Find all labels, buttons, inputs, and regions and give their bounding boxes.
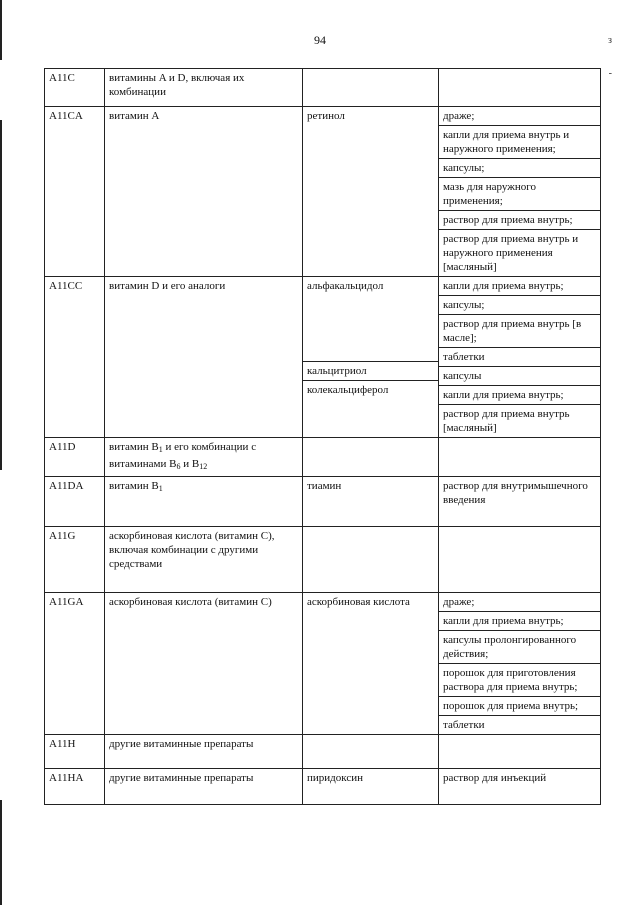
atc-code: A11G: [45, 527, 105, 593]
table-row: [45, 277, 601, 438]
dosage-form: раствор для приема внутрь и наружного применения [масляный]: [443, 233, 579, 273]
table-row: [45, 107, 601, 277]
dosage-form: капли для приема внутрь;: [439, 386, 600, 405]
drug-name: колекальциферол: [307, 384, 389, 396]
table-row: [45, 769, 601, 805]
drug-names: [303, 277, 439, 438]
drug-name: кальцитриол: [303, 362, 438, 381]
dosage-form: раствор для инъекций: [439, 769, 601, 805]
drug-name: ретинол: [303, 107, 439, 277]
dosage-form: драже;: [439, 593, 600, 612]
dosage-form: порошок для приготовления раствора для приема внутрь;: [439, 664, 600, 697]
drug-classification-table: [44, 68, 601, 805]
dosage-form: раствор для приема внутрь [масляный]: [443, 408, 570, 434]
group-name: [105, 477, 303, 527]
dosage-forms: [439, 593, 601, 735]
atc-code: A11HA: [45, 769, 105, 805]
page-number: 94: [314, 33, 326, 47]
atc-code: A11CA: [45, 107, 105, 277]
dosage-form: капли для приема внутрь и наружного применения;: [439, 126, 600, 159]
group-name-part: и B: [180, 458, 200, 470]
atc-code: A11DA: [45, 477, 105, 527]
drug-name: пиридоксин: [303, 769, 439, 805]
group-name: витамин D и его аналоги: [105, 277, 303, 438]
group-name: аскорбиновая кислота (витамин C): [105, 593, 303, 735]
dosage-forms: [439, 107, 601, 277]
scan-edge-line: [0, 800, 2, 905]
edge-mark: з: [608, 35, 612, 46]
table-row: [45, 69, 601, 107]
subscript: 1: [158, 445, 163, 454]
table-row: [45, 527, 601, 593]
scan-edge-line: [0, 0, 2, 60]
drug-name: альфакальцидол: [303, 277, 438, 362]
subscript: 6: [176, 462, 181, 471]
drug-name: тиамин: [303, 477, 439, 527]
atc-code: A11D: [45, 438, 105, 477]
dosage-form: драже;: [439, 107, 600, 126]
group-name-part: витамин B: [109, 441, 159, 453]
group-name: витамин A: [105, 107, 303, 277]
group-name-part: витамин B: [109, 480, 159, 492]
dosage-form: таблетки: [443, 719, 485, 731]
table-row: [45, 477, 601, 527]
drug-name: аскорбиновая кислота: [303, 593, 439, 735]
table-row: [45, 735, 601, 769]
subscript: 1: [158, 484, 163, 493]
dosage-form: раствор для приема внутрь [в масле];: [439, 315, 600, 348]
dosage-form: капсулы;: [439, 296, 600, 315]
edge-mark: -: [608, 68, 612, 79]
dosage-form: капсулы: [439, 367, 600, 386]
table-row: [45, 438, 601, 477]
subscript: 12: [199, 462, 208, 471]
group-name-part: и его комбинации с витаминами B: [109, 441, 257, 470]
dosage-forms: [439, 277, 601, 438]
atc-code: A11GA: [45, 593, 105, 735]
dosage-form: таблетки: [439, 348, 600, 367]
group-name: другие витаминные препараты: [105, 735, 303, 769]
group-name: [105, 438, 303, 477]
dosage-form: порошок для приема внутрь;: [439, 697, 600, 716]
group-name: аскорбиновая кислота (витамин C), включая комбинации с другими средствами: [105, 527, 303, 593]
dosage-form: капли для приема внутрь;: [439, 277, 600, 296]
dosage-form: мазь для наружного применения;: [439, 178, 600, 211]
dosage-form: раствор для приема внутрь;: [439, 211, 600, 230]
dosage-form: капли для приема внутрь;: [439, 612, 600, 631]
group-name: другие витаминные препараты: [105, 769, 303, 805]
atc-code: A11H: [45, 735, 105, 769]
scan-edge-line: [0, 120, 2, 470]
group-name: витамины A и D, включая их комбинации: [105, 69, 303, 107]
dosage-form: капсулы пролонгированного действия;: [439, 631, 600, 664]
table-row: [45, 593, 601, 735]
atc-code: A11CC: [45, 277, 105, 438]
atc-code: A11C: [45, 69, 105, 107]
dosage-form: капсулы;: [439, 159, 600, 178]
dosage-form: раствор для внутримышечного введения: [439, 477, 601, 527]
